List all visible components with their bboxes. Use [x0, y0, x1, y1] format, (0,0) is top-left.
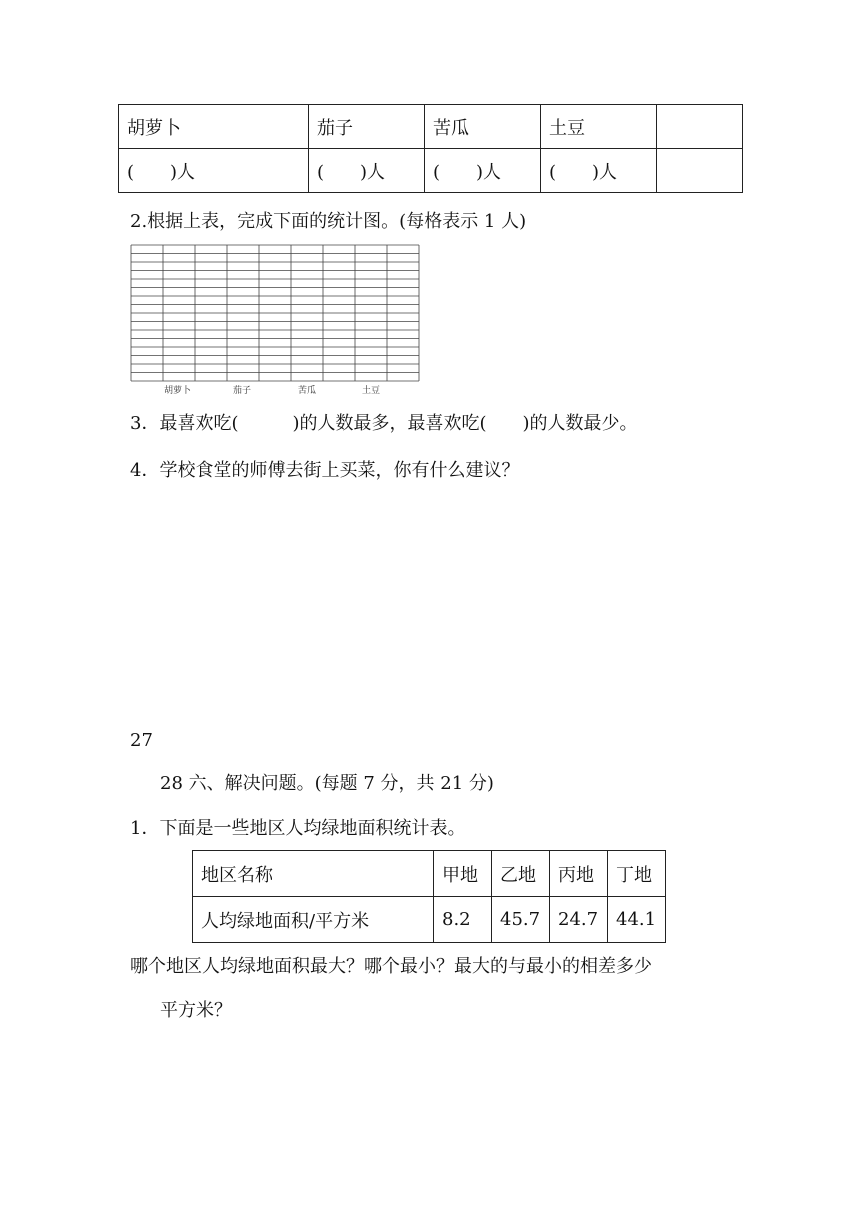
table-cell: 人均绿地面积/平方米 [193, 897, 434, 943]
table-cell [657, 105, 743, 149]
table-cell: 丁地 [608, 851, 666, 897]
table-cell: 土豆 [541, 105, 657, 149]
grid-label: 胡萝卜 [164, 386, 192, 396]
grid-label: 茄子 [233, 386, 252, 396]
blank-chart-grid [130, 244, 420, 382]
table-cell: 丙地 [550, 851, 608, 897]
table-cell [657, 149, 743, 193]
table-cell: 8.2 [434, 897, 492, 943]
table-cell: 地区名称 [193, 851, 434, 897]
table-cell: 45.7 [492, 897, 550, 943]
question-2-text: 2.根据上表，完成下面的统计图。(每格表示 1 人) [130, 211, 527, 232]
table-row [193, 897, 666, 943]
problem-1-question-line1: 哪个地区人均绿地面积最大？哪个最小？最大的与最小的相差多少 [130, 956, 652, 977]
page-number: 27 [130, 730, 153, 751]
table-cell: 乙地 [492, 851, 550, 897]
table-row [119, 105, 743, 149]
table-cell: 24.7 [550, 897, 608, 943]
problem-1-question-line2: 平方米？ [160, 1000, 232, 1021]
section-heading: 28 六、解决问题。(每题 7 分，共 21 分) [160, 773, 494, 794]
table-cell: 甲地 [434, 851, 492, 897]
table-cell: 胡萝卜 [119, 105, 309, 149]
table-row [119, 149, 743, 193]
table-cell: ( )人 [541, 149, 657, 193]
table-cell: 茄子 [309, 105, 425, 149]
table-cell: ( )人 [425, 149, 541, 193]
table-cell: ( )人 [119, 149, 309, 193]
vegetable-count-table [118, 104, 743, 193]
table-cell: 苦瓜 [425, 105, 541, 149]
table-row [193, 851, 666, 897]
grid-label: 土豆 [362, 386, 381, 396]
problem-1-text: 1．下面是一些地区人均绿地面积统计表。 [130, 818, 466, 839]
table-cell: ( )人 [309, 149, 425, 193]
question-3-text: 3．最喜欢吃( )的人数最多，最喜欢吃( )的人数最少。 [130, 413, 638, 434]
grid-label: 苦瓜 [298, 386, 317, 396]
table-cell: 44.1 [608, 897, 666, 943]
green-area-table [192, 850, 666, 943]
question-4-text: 4．学校食堂的师傅去街上买菜，你有什么建议？ [130, 460, 520, 481]
